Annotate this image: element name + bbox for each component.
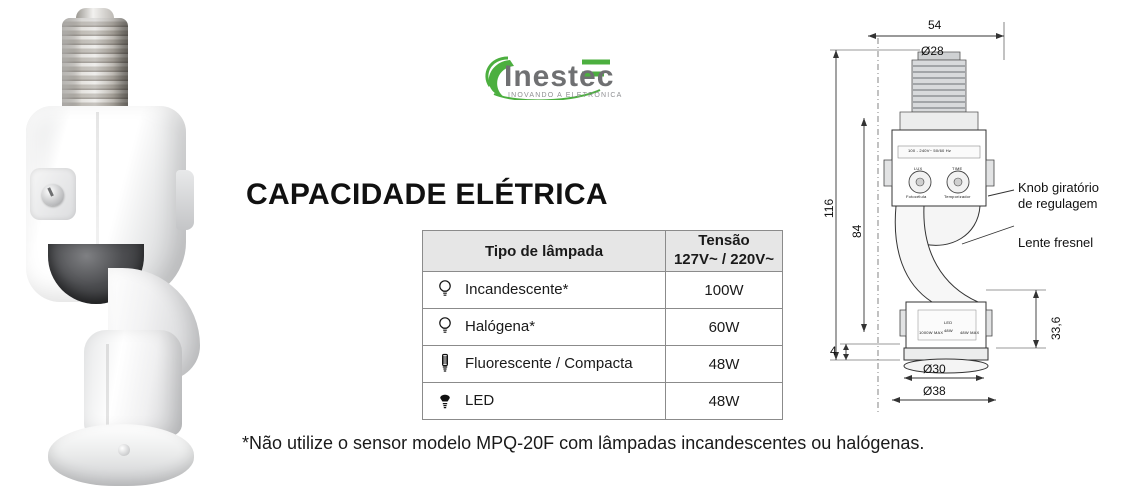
cell-watts: 48W bbox=[666, 346, 783, 383]
logo-tagline: INOVANDO A ELETRÔNICA bbox=[508, 92, 623, 99]
halogen-bulb-icon bbox=[435, 316, 455, 336]
dim-diameter-base-outer: Ø38 bbox=[923, 384, 946, 398]
lamp-type-label: Halógena* bbox=[465, 317, 536, 335]
footnote-text: *Não utilize o sensor modelo MPQ-20F com lâmpadas incandescentes ou halógenas. bbox=[242, 433, 925, 453]
dim-top-width: 54 bbox=[928, 18, 942, 32]
base-center-top-label: LED bbox=[944, 320, 953, 325]
knob-left-label: LUX bbox=[914, 166, 923, 171]
dim-height-base: 33,6 bbox=[1049, 316, 1063, 340]
lamp-type-label: LED bbox=[465, 391, 495, 409]
incandescent-bulb-icon bbox=[435, 279, 455, 299]
cell-lamp-type bbox=[423, 383, 666, 420]
mount-seam bbox=[106, 344, 109, 430]
knob-right-label: TIME bbox=[952, 166, 963, 171]
sensor-mount-box bbox=[84, 330, 182, 436]
lamp-screw-base-icon bbox=[62, 18, 128, 114]
electrical-capacity-table bbox=[422, 230, 783, 420]
base-right-label: 48W MAX bbox=[960, 330, 980, 335]
side-tab bbox=[176, 170, 194, 230]
fluorescent-lamp-icon bbox=[435, 353, 455, 373]
logo-wordmark: Inestec bbox=[504, 60, 615, 93]
cell-watts: 48W bbox=[666, 383, 783, 420]
header-voltage-line1: Tensão bbox=[698, 232, 750, 250]
dim-diameter-top: Ø28 bbox=[921, 44, 944, 58]
table-row bbox=[423, 383, 783, 420]
adjust-knob-icon bbox=[42, 184, 64, 206]
header-voltage bbox=[666, 231, 783, 272]
cell-watts: 100W bbox=[666, 272, 783, 309]
led-lamp-icon bbox=[435, 390, 455, 410]
dim-diameter-base-inner: Ø30 bbox=[923, 362, 946, 376]
brand-logo bbox=[478, 54, 628, 114]
table-header-row bbox=[423, 231, 783, 272]
header-lamp-type: Tipo de lâmpada bbox=[423, 231, 666, 272]
cell-lamp-type bbox=[423, 346, 666, 383]
device-outline bbox=[884, 52, 994, 373]
cell-lamp-type bbox=[423, 309, 666, 346]
knob-callout-line1: Knob giratório bbox=[1018, 180, 1099, 195]
product-photo bbox=[0, 0, 232, 496]
knob-left-sublabel: Fotocélula bbox=[906, 194, 927, 199]
device-voltage-label: 100 - 240V~ 50/60 Hz bbox=[908, 148, 952, 153]
lamp-type-label: Fluorescente / Compacta bbox=[465, 354, 633, 372]
dim-height-foot: 4 bbox=[830, 344, 837, 358]
base-left-label: 1000W MAX bbox=[919, 330, 944, 335]
knob-right-sublabel: Temporizador bbox=[944, 194, 971, 199]
dim-height-total: 116 bbox=[822, 198, 836, 218]
base-screw-icon bbox=[118, 444, 130, 456]
table-row bbox=[423, 272, 783, 309]
cell-lamp-type bbox=[423, 272, 666, 309]
base-center-bottom-label: 48W bbox=[944, 328, 953, 333]
knob-callout-line2: de regulagem bbox=[1018, 196, 1098, 211]
table-row bbox=[423, 309, 783, 346]
lamp-type-label: Incandescente* bbox=[465, 280, 569, 298]
page-title: CAPACIDADE ELÉTRICA bbox=[246, 178, 608, 211]
cell-watts: 60W bbox=[666, 309, 783, 346]
header-voltage-line2: 127V~ / 220V~ bbox=[673, 251, 775, 268]
lens-callout-line1: Lente fresnel bbox=[1018, 235, 1094, 250]
table-row bbox=[423, 346, 783, 383]
technical-drawing bbox=[800, 0, 1143, 496]
dim-height-body: 84 bbox=[850, 224, 864, 238]
